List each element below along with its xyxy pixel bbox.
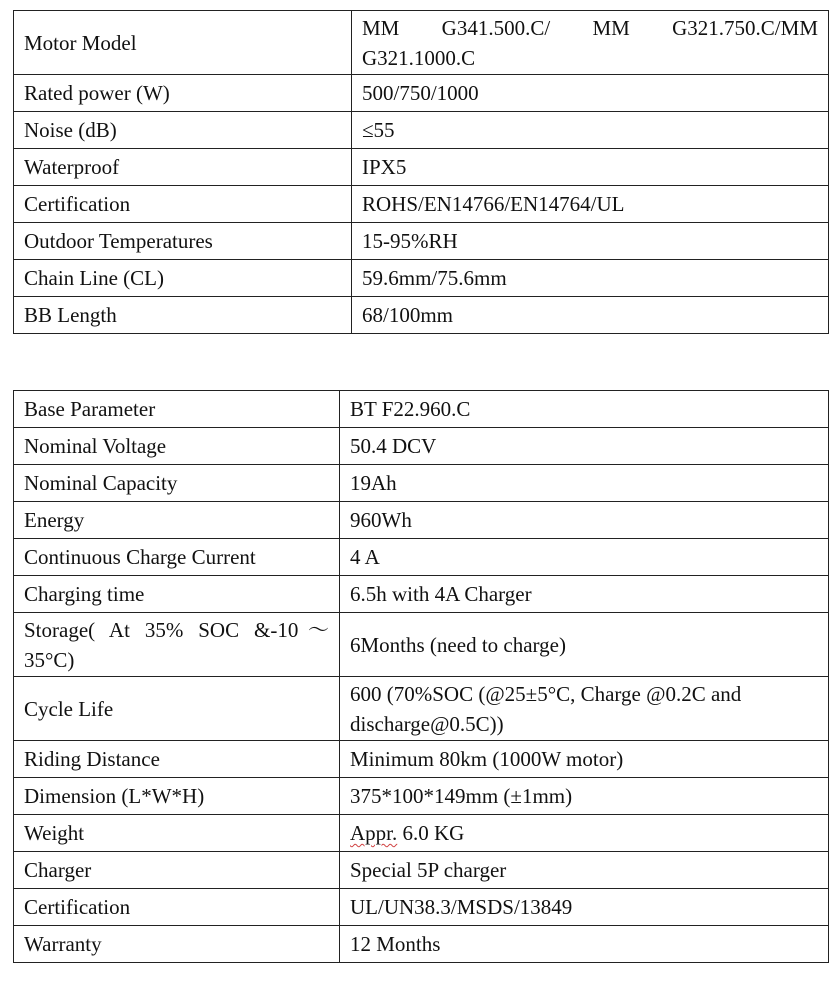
table-row [14,778,829,815]
row-value: 6.5h with 4A Charger [340,576,829,613]
table-row [14,539,829,576]
row-label: Chain Line (CL) [14,260,352,297]
battery-spec-table [13,390,829,963]
row-value: 12 Months [340,926,829,963]
row-value: 375*100*149mm (±1mm) [340,778,829,815]
row-value: 19Ah [340,465,829,502]
row-value: MM G341.500.C/ MM G321.750.C/MM G321.1000.C [352,11,829,75]
row-label: Energy [14,502,340,539]
row-value: ≤55 [352,112,829,149]
row-label: Certification [14,889,340,926]
row-value: Minimum 80km (1000W motor) [340,741,829,778]
table-row [14,260,829,297]
spellcheck-underlined-word: Appr. [350,821,398,845]
row-label: Charging time [14,576,340,613]
row-label: Charger [14,852,340,889]
row-value [340,815,829,852]
row-label: Dimension (L*W*H) [14,778,340,815]
table-row [14,502,829,539]
table-row [14,576,829,613]
table-row [14,677,829,741]
table-row [14,75,829,112]
row-value: ROHS/EN14766/EN14764/UL [352,186,829,223]
row-value: BT F22.960.C [340,391,829,428]
table-row [14,465,829,502]
row-label: Noise (dB) [14,112,352,149]
row-label: Rated power (W) [14,75,352,112]
table-row [14,428,829,465]
table-row [14,613,829,677]
table-row [14,926,829,963]
row-value: 15-95%RH [352,223,829,260]
motor-spec-table [13,10,829,334]
row-label: Warranty [14,926,340,963]
row-label: Continuous Charge Current [14,539,340,576]
row-label: BB Length [14,297,352,334]
row-value: 960Wh [340,502,829,539]
table-row [14,112,829,149]
row-value: 4 A [340,539,829,576]
table-row [14,149,829,186]
row-label: Waterproof [14,149,352,186]
row-value: UL/UN38.3/MSDS/13849 [340,889,829,926]
table-row [14,889,829,926]
row-label: Storage( At 35% SOC &-10～35°C) [14,613,340,677]
row-value: 500/750/1000 [352,75,829,112]
table-row [14,11,829,75]
row-value: 59.6mm/75.6mm [352,260,829,297]
row-label: Nominal Voltage [14,428,340,465]
row-label: Outdoor Temperatures [14,223,352,260]
row-value: 68/100mm [352,297,829,334]
row-value-rest: 6.0 KG [397,821,465,845]
row-value: Special 5P charger [340,852,829,889]
row-label: Nominal Capacity [14,465,340,502]
table-row [14,741,829,778]
row-label: Riding Distance [14,741,340,778]
row-label: Weight [14,815,340,852]
row-value: 50.4 DCV [340,428,829,465]
row-value: 600 (70%SOC (@25±5°C, Charge @0.2C and discharge@0.5C)) [340,677,829,741]
row-value: IPX5 [352,149,829,186]
row-label: Cycle Life [14,677,340,741]
table-row [14,391,829,428]
row-label: Motor Model [14,11,352,75]
table-row [14,223,829,260]
row-value: 6Months (need to charge) [340,613,829,677]
row-label: Certification [14,186,352,223]
table-row [14,186,829,223]
table-row [14,815,829,852]
table-row [14,852,829,889]
row-label: Base Parameter [14,391,340,428]
table-row [14,297,829,334]
